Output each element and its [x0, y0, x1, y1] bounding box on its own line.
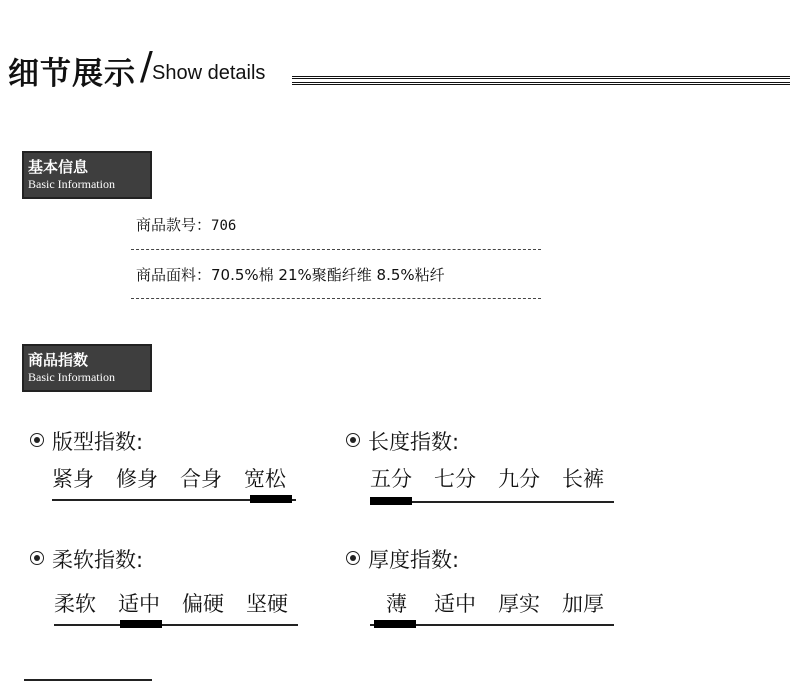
option: 合身 — [180, 467, 222, 491]
option: 五分 — [370, 467, 412, 491]
info-label: 商品款号： — [136, 216, 212, 234]
option: 长裤 — [562, 467, 604, 491]
target-circle-icon — [30, 433, 44, 447]
page-title-cn: 细节展示 — [8, 56, 136, 92]
target-circle-icon — [346, 433, 360, 447]
info-value: 70.5%棉 21%聚酯纤维 8.5%粘纤 — [211, 266, 445, 284]
basic-info-badge-en: Basic Information — [28, 177, 115, 191]
softness-selected-marker — [120, 620, 162, 628]
fit-options — [52, 463, 286, 493]
dashed-divider — [131, 249, 541, 250]
info-row-style-no — [136, 214, 236, 235]
option: 厚实 — [498, 592, 540, 616]
option: 偏硬 — [182, 592, 224, 616]
next-section-rule — [24, 679, 152, 681]
title-slash: / — [140, 44, 153, 88]
option: 宽松 — [244, 467, 286, 491]
title-double-rule — [292, 76, 790, 85]
product-index-badge — [22, 344, 152, 392]
thickness-selected-marker — [374, 620, 416, 628]
product-index-badge-en: Basic Information — [28, 370, 115, 384]
option: 加厚 — [562, 592, 604, 616]
page-title-en: Show details — [152, 62, 266, 84]
length-index-text: 长度指数: — [368, 430, 460, 454]
fit-selected-marker — [250, 495, 292, 503]
length-options — [370, 463, 604, 493]
info-value: 706 — [211, 218, 237, 234]
dashed-divider — [131, 298, 541, 299]
product-index-badge-cn: 商品指数 — [28, 351, 89, 369]
option: 薄 — [386, 592, 407, 616]
fit-index-label — [30, 426, 143, 456]
softness-scale-line — [54, 624, 298, 626]
info-label: 商品面料： — [136, 266, 212, 284]
info-row-fabric — [136, 264, 445, 285]
option: 适中 — [118, 592, 160, 616]
target-circle-icon — [346, 551, 360, 565]
basic-info-badge — [22, 151, 152, 199]
thickness-options — [386, 588, 604, 618]
thickness-index-text: 厚度指数: — [368, 548, 460, 572]
option: 柔软 — [54, 592, 96, 616]
basic-info-badge-cn: 基本信息 — [28, 158, 89, 176]
option: 九分 — [498, 467, 540, 491]
option: 七分 — [434, 467, 476, 491]
option: 修身 — [116, 467, 158, 491]
option: 坚硬 — [246, 592, 288, 616]
softness-index-text: 柔软指数: — [52, 548, 144, 572]
length-selected-marker — [370, 497, 412, 505]
length-index-label — [346, 426, 459, 456]
target-circle-icon — [30, 551, 44, 565]
option: 紧身 — [52, 467, 94, 491]
softness-options — [54, 588, 288, 618]
thickness-index-label — [346, 544, 459, 574]
fit-index-text: 版型指数: — [52, 430, 144, 454]
option: 适中 — [434, 592, 476, 616]
softness-index-label — [30, 544, 143, 574]
